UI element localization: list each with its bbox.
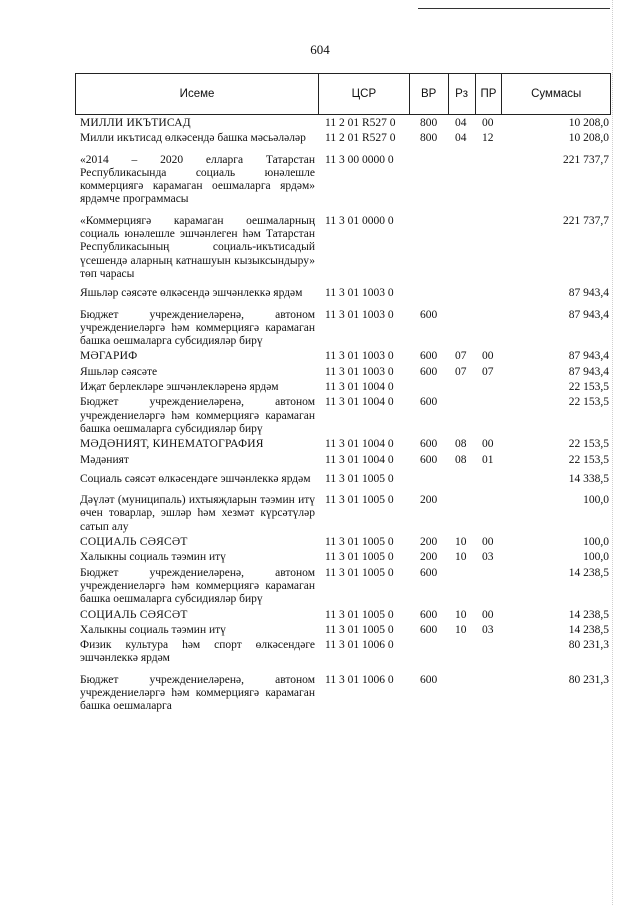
row-rz	[449, 309, 476, 349]
row-rz	[449, 567, 476, 607]
table-row	[75, 674, 611, 714]
row-sum: 14 238,5	[568, 623, 609, 636]
row-pr	[476, 674, 503, 714]
row-pr	[476, 287, 503, 300]
row-rz: 10	[455, 608, 467, 621]
row-pr: 00	[482, 438, 494, 451]
row-csr: 11 3 01 0000 0	[325, 214, 394, 227]
row-rz: 04	[455, 117, 467, 129]
row-rz	[449, 639, 476, 666]
row-name: Бюджет учреждениеләренә, автоном учреждениеләргә һәм коммерциягә карамаган башка оешмаларга субсидияләр бирү	[80, 308, 315, 348]
row-sum: 100,0	[583, 551, 609, 564]
table-row	[75, 117, 611, 130]
row-sum: 221 737,7	[563, 153, 609, 166]
row-csr: 11 3 01 1004 0	[325, 453, 394, 466]
row-pr: 00	[482, 117, 494, 129]
row-csr: 11 3 01 1003 0	[325, 287, 394, 300]
row-sum: 87 943,4	[568, 350, 609, 363]
row-csr: 11 3 01 1006 0	[325, 673, 394, 686]
row-rz	[449, 494, 476, 534]
row-name: Милли икътисад өлкәсендә башка мәсьәләләр	[80, 132, 306, 145]
row-rz: 07	[455, 350, 467, 363]
row-name: СОЦИАЛЬ СӘЯСӘТ	[80, 536, 188, 549]
row-sum: 10 208,0	[568, 117, 609, 129]
table-row	[75, 639, 611, 666]
row-sum: 22 153,5	[568, 438, 609, 451]
row-pr	[476, 154, 503, 207]
scan-edge-line	[612, 0, 613, 905]
header-sum: Суммасы	[531, 88, 582, 100]
row-csr: 11 2 01 R527 0	[325, 117, 396, 129]
row-vr	[410, 154, 449, 207]
row-sum: 22 153,5	[568, 396, 609, 409]
header-rz: Рз	[449, 74, 476, 114]
row-name: Дәүләт (муниципаль) ихтыяҗларын тәэмин итү өчен товарлар, эшләр һәм хезмәт күрсәтүләр сатып алу	[80, 494, 315, 533]
row-csr: 11 3 01 1006 0	[325, 639, 394, 652]
row-name: МИЛЛИ ИКЪТИСАД	[80, 117, 191, 129]
row-name: «Коммерциягә карамаган оешмаларның социаль юнәлешле эшчәнлеген һәм Татарстан Республикасының социаль-икътисадый үсешендә аларның катнашуын кызыксындыру» төп чарасы	[80, 214, 315, 280]
row-csr: 11 3 01 1003 0	[325, 308, 394, 321]
row-vr	[410, 639, 449, 666]
row-rz: 10	[455, 551, 467, 564]
row-vr: 800	[420, 132, 438, 145]
row-vr: 200	[420, 494, 438, 507]
row-name: Физик культура һәм спорт өлкәсендәге эшчәнлеккә ярдәм	[80, 639, 315, 665]
table-row	[75, 536, 611, 549]
row-pr	[476, 494, 503, 534]
table-row	[75, 624, 611, 637]
row-name: Мәдәният	[80, 453, 129, 466]
row-csr: 11 3 01 1005 0	[325, 472, 394, 485]
row-pr	[476, 639, 503, 666]
row-csr: 11 3 01 1005 0	[325, 494, 394, 507]
row-sum: 80 231,3	[568, 639, 609, 652]
row-rz: 07	[455, 365, 467, 378]
top-rule	[418, 8, 610, 9]
row-vr: 600	[420, 623, 438, 636]
row-pr: 00	[482, 608, 494, 621]
table-row	[75, 494, 611, 534]
row-vr: 600	[420, 608, 438, 621]
row-vr: 600	[420, 308, 438, 321]
table-header	[75, 73, 611, 115]
row-sum: 22 153,5	[568, 453, 609, 466]
table-row	[75, 132, 611, 145]
row-sum: 87 943,4	[568, 287, 609, 300]
row-vr	[410, 287, 449, 300]
row-vr: 200	[420, 551, 438, 564]
row-rz	[449, 473, 476, 486]
row-csr: 11 3 01 1004 0	[325, 381, 394, 394]
row-pr	[476, 381, 503, 394]
header-vr: ВР	[410, 74, 449, 114]
row-rz	[449, 396, 476, 436]
row-vr	[410, 381, 449, 394]
row-pr	[476, 473, 503, 486]
row-vr: 600	[420, 350, 438, 363]
row-sum: 80 231,3	[568, 673, 609, 686]
row-name: Бюджет учреждениеләренә, автоном учреждениеләргә һәм коммерциягә карамаган башка оешмаларга субсидияләр бирү	[80, 396, 315, 435]
row-name: Социаль сәясәт өлкәсендәге эшчәнлеккә ярдәм	[80, 472, 311, 485]
row-rz	[449, 381, 476, 394]
header-name: Исеме	[76, 74, 319, 114]
row-vr: 600	[420, 396, 438, 409]
row-vr: 600	[420, 365, 438, 378]
row-csr: 11 3 00 0000 0	[325, 153, 394, 166]
row-pr	[476, 396, 503, 436]
row-vr: 200	[420, 536, 438, 549]
table-row	[75, 381, 611, 394]
table-body	[75, 117, 611, 714]
row-rz: 10	[455, 536, 467, 549]
row-csr: 11 3 01 1005 0	[325, 536, 394, 549]
row-vr: 600	[420, 673, 438, 686]
row-pr: 03	[482, 623, 494, 636]
row-sum: 14 238,5	[568, 608, 609, 621]
table-row	[75, 287, 611, 300]
row-sum: 221 737,7	[563, 214, 609, 227]
row-csr: 11 3 01 1003 0	[325, 365, 394, 378]
row-sum: 10 208,0	[568, 132, 609, 145]
row-name: Халыкны социаль тәэмин итү	[80, 623, 226, 636]
table-row	[75, 454, 611, 467]
table-row	[75, 609, 611, 622]
row-name: Бюджет учреждениеләренә, автоном учреждениеләргә һәм коммерциягә карамаган башка оешмаларга	[80, 673, 315, 713]
row-rz	[449, 287, 476, 300]
row-rz: 04	[455, 132, 467, 145]
row-pr: 01	[482, 453, 494, 466]
row-rz	[449, 215, 476, 281]
row-pr: 03	[482, 551, 494, 564]
row-name: Иҗат берлекләре эшчәнлекләренә ярдәм	[80, 381, 279, 394]
row-pr	[476, 567, 503, 607]
row-sum: 100,0	[583, 494, 609, 507]
row-rz: 10	[455, 623, 467, 636]
row-name: Яшьләр сәясәте өлкәсендә эшчәнлеккә ярдәм	[80, 287, 303, 300]
header-csr: ЦСР	[319, 74, 410, 114]
table-row	[75, 396, 611, 436]
row-name: СОЦИАЛЬ СӘЯСӘТ	[80, 608, 188, 621]
table-row	[75, 438, 611, 451]
row-sum: 14 238,5	[568, 566, 609, 579]
page-number: 604	[310, 42, 330, 57]
row-csr: 11 3 01 1005 0	[325, 608, 394, 621]
row-rz	[449, 674, 476, 714]
row-sum: 87 943,4	[568, 308, 609, 321]
row-vr: 600	[420, 438, 438, 451]
table-row	[75, 366, 611, 379]
table-row	[75, 154, 611, 207]
row-sum: 14 338,5	[568, 472, 609, 485]
row-csr: 11 3 01 1004 0	[325, 396, 394, 409]
row-csr: 11 3 01 1005 0	[325, 623, 394, 636]
row-name: Халыкны социаль тәэмин итү	[80, 551, 226, 564]
row-name: МӘГАРИФ	[80, 350, 138, 363]
table-row	[75, 567, 611, 607]
row-name: Яшьләр сәясәте	[80, 365, 158, 378]
table-row	[75, 350, 611, 363]
table-row	[75, 215, 611, 281]
row-csr: 11 2 01 R527 0	[325, 132, 396, 145]
table-row	[75, 473, 611, 486]
row-csr: 11 3 01 1004 0	[325, 438, 394, 451]
row-name: Бюджет учреждениеләренә, автоном учреждениеләргә һәм коммерциягә карамаган башка оешмаларга субсидияләр бирү	[80, 566, 315, 606]
row-rz	[449, 154, 476, 207]
row-vr: 600	[420, 453, 438, 466]
row-pr: 12	[482, 132, 494, 145]
table-row	[75, 551, 611, 564]
row-pr	[476, 309, 503, 349]
row-pr	[476, 215, 503, 281]
row-vr: 800	[420, 117, 438, 129]
row-name: МӘДӘНИЯТ, КИНЕМАТОГРАФИЯ	[80, 438, 264, 451]
row-pr: 07	[482, 365, 494, 378]
row-csr: 11 3 01 1003 0	[325, 350, 394, 363]
row-vr	[410, 473, 449, 486]
row-pr: 00	[482, 350, 494, 363]
row-rz: 08	[455, 438, 467, 451]
row-csr: 11 3 01 1005 0	[325, 566, 394, 579]
row-name: «2014 – 2020 елларга Татарстан Республикасында социаль юнәлешле коммерциягә карамаган оешмаларга ярдәм» ярдәмче программасы	[80, 153, 315, 206]
row-vr	[410, 215, 449, 281]
row-csr: 11 3 01 1005 0	[325, 551, 394, 564]
row-rz: 08	[455, 453, 467, 466]
row-sum: 100,0	[583, 536, 609, 549]
row-vr: 600	[420, 566, 438, 579]
row-sum: 87 943,4	[568, 365, 609, 378]
header-pr: ПР	[476, 74, 503, 114]
table-row	[75, 309, 611, 349]
row-pr: 00	[482, 536, 494, 549]
row-sum: 22 153,5	[568, 381, 609, 394]
